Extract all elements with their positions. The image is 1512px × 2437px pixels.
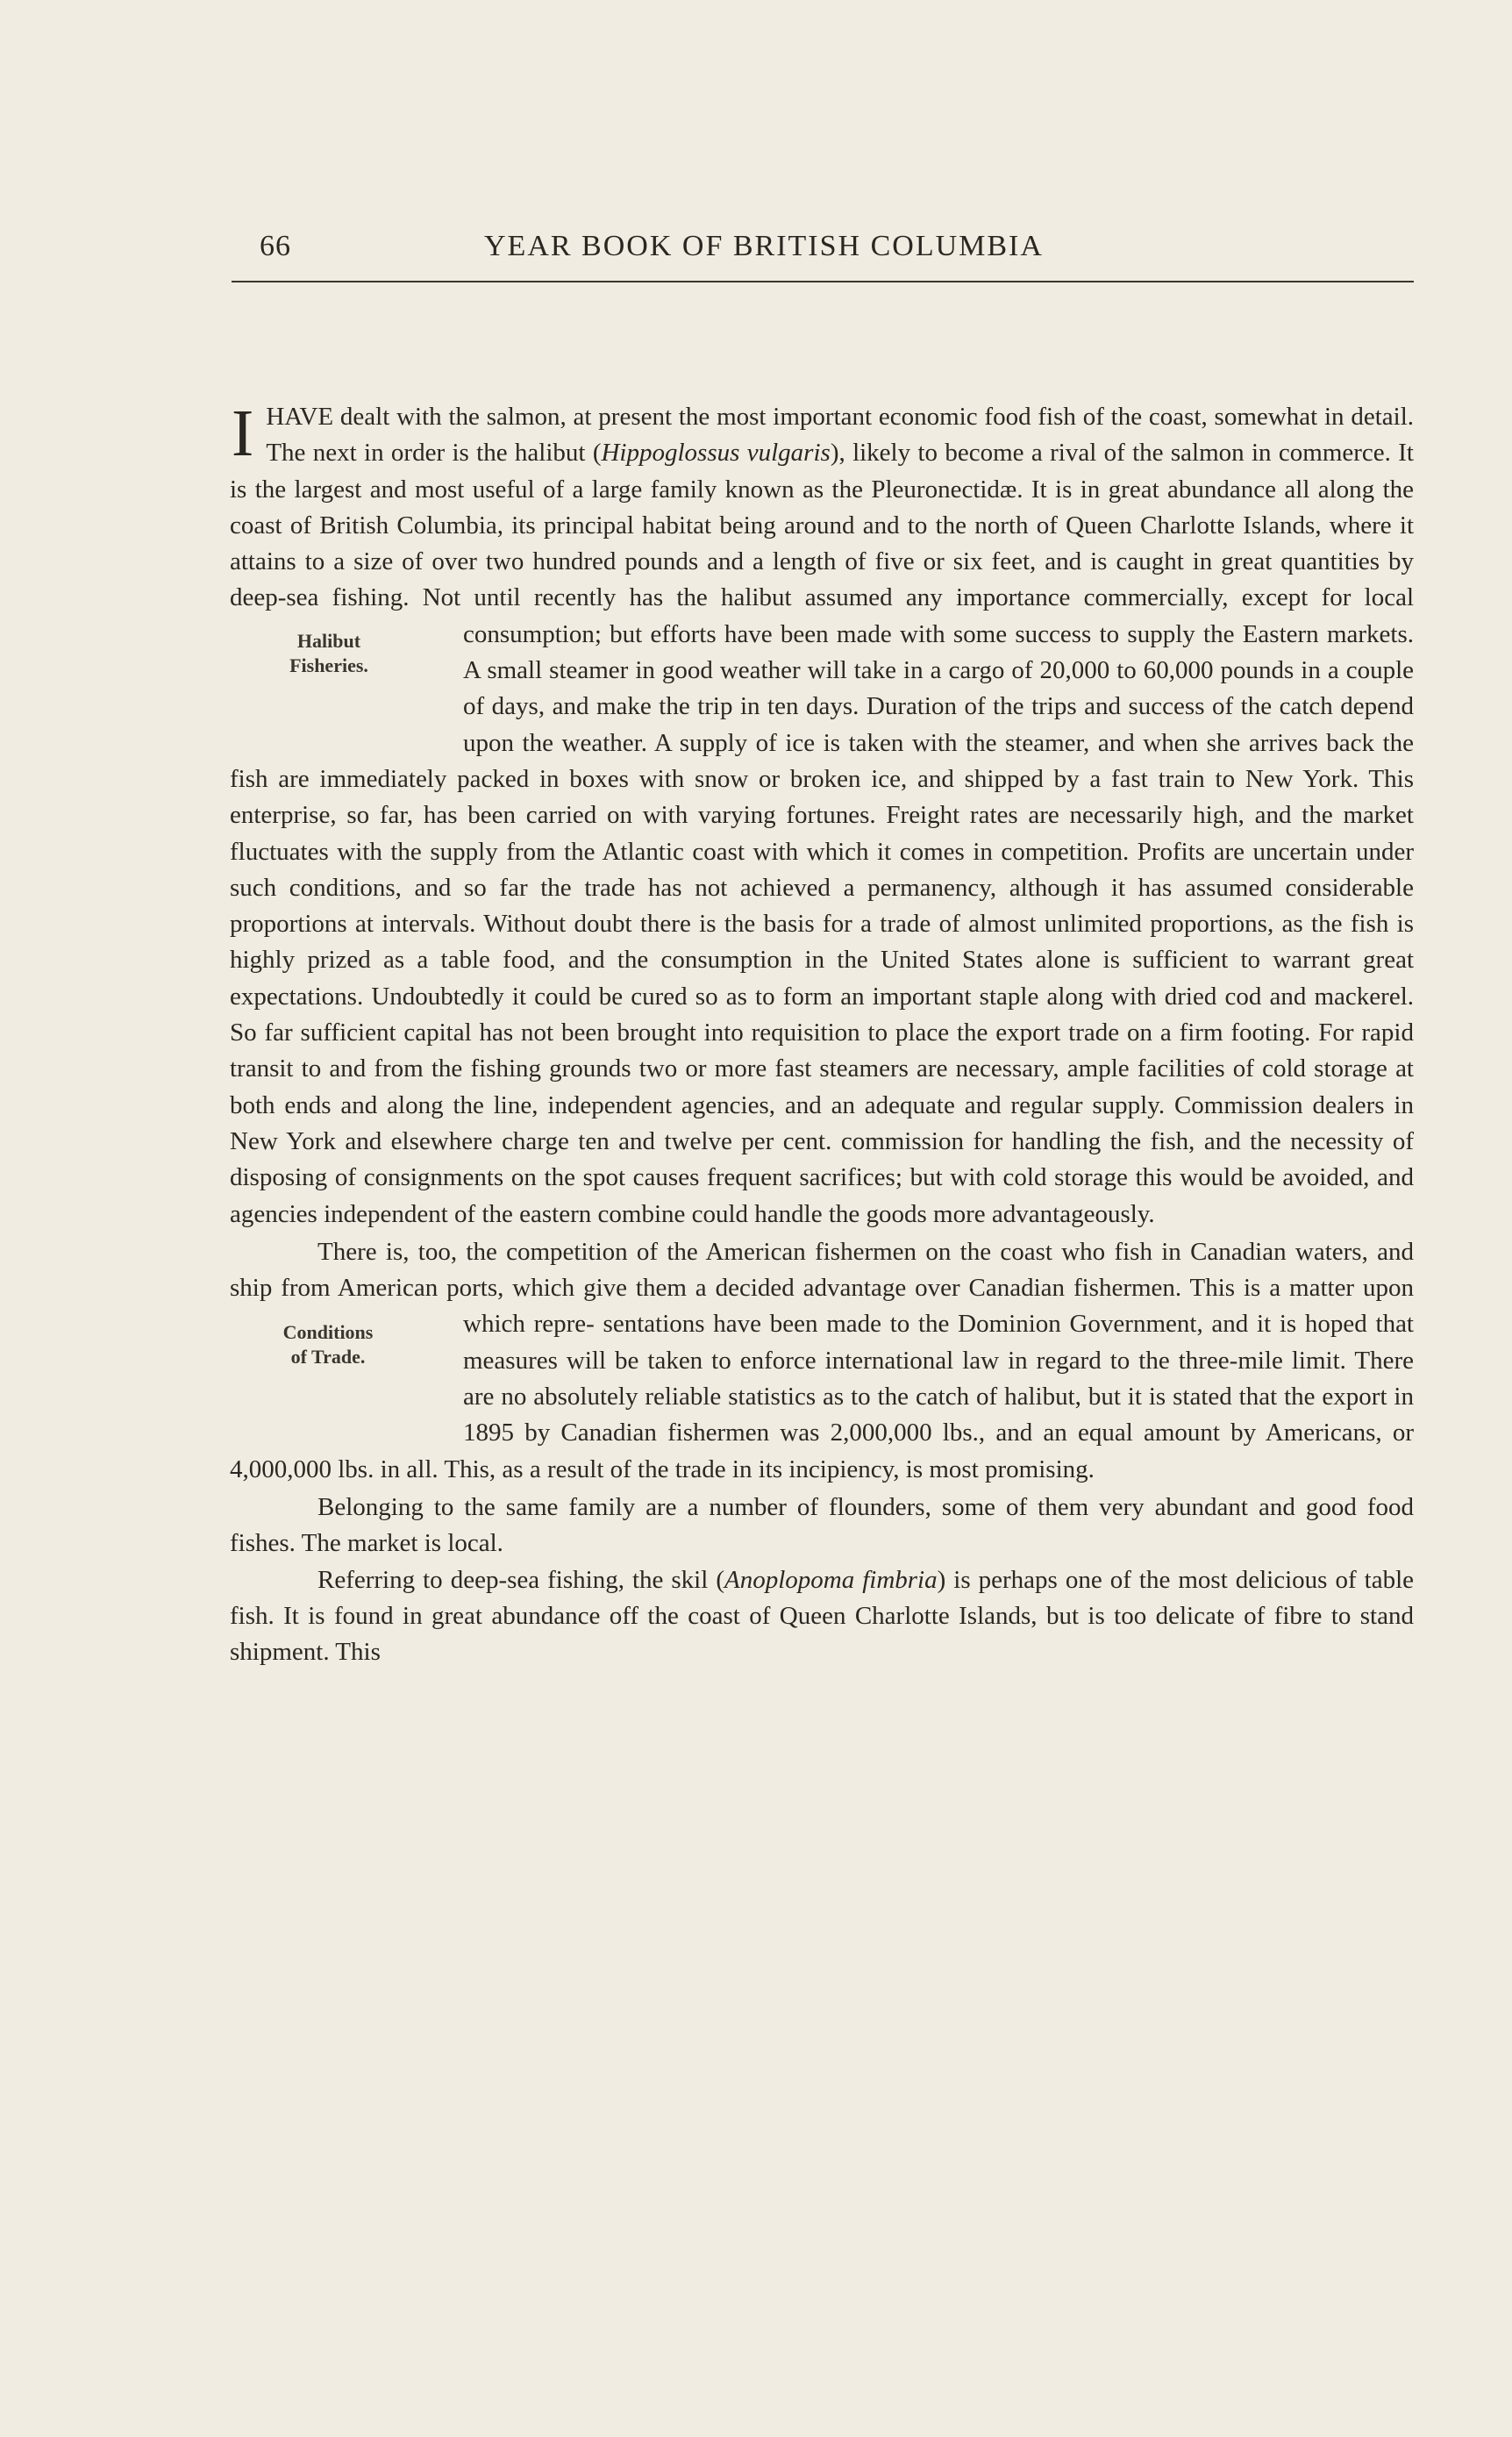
paragraph-skil — [230, 1562, 1414, 1671]
paragraph-text: There is, too, the competition of the American fishermen on the coast who fish in Canadian waters, and ship from American ports, which give them a decided advantage over Canadian fishermen. This is a matter upon which repre- — [230, 1237, 1414, 1339]
sidenote-line: Fisheries. — [289, 654, 368, 676]
sidenote-line: of Trade. — [290, 1346, 366, 1369]
scientific-name: Hippoglossus vulgaris — [601, 439, 831, 468]
sidenote-conditions-of-trade — [267, 1320, 389, 1369]
page-number: 66 — [260, 230, 291, 262]
paragraph-text: sentations have been made to the Dominion Government, and it is hoped that measures will be taken to enforce international law in regard to the three-mile limit. There are no absolutely reliable statistics as to the catch of halibut, but it is stated that the export in 1895 by Canadian fishermen was 2,000,000 lbs., and an equal amount by Americans, or 4,000,000 lbs. in all. This, as a result of the trade in its incipiency, is most promising. — [230, 1310, 1414, 1483]
sidenote-box-halibut — [226, 617, 463, 727]
paragraph-text: ) is perhaps one of the most delicious of table fish. It is found in great abundance off the coast of Queen Charlotte Islands, but is too delicate of fibre to stand shipment. This — [230, 1565, 1414, 1667]
body-text — [230, 399, 1414, 1670]
paragraph-text: Referring to deep-sea fishing, the skil ( — [317, 1565, 724, 1594]
paragraph-text: with some success to supply the Eastern markets. A small steamer in good weather will take in a cargo of 20,000 to 60,000 pounds in a couple of days, and make the trip in ten days. Duration of the trips and success of the catch depend upon the weather. A supply of ice is taken with the steamer, and when she arrives back the fish are immediately packed in boxes with snow or broken ice, and shipped by a fast train to New York. This enterprise, so far, has been carried on with varying fortunes. Freight rates are necessarily high, and the market fluctuates with the supply from the Atlantic coast with which it comes in competition. Profits are uncertain under such conditions, and so far the trade has not achieved a permanency, although it has assumed considerable proportions at intervals. Without doubt there is the basis for a trade of almost unlimited proportions, as the fish is highly prized as a table food, and the consumption in the United States alone is sufficient to warrant great expectations. Undoubtedly it could be cured so as to form an important staple along with dried cod and mackerel. So far sufficient capital has not been brought into requisition to place the export trade on a firm footing. For rapid transit to and from the fishing grounds two or more fast steamers are necessary, ample facilities of cold storage at both ends and along the line, independent agencies, and an adequate and regular supply. Commission dealers in New York and elsewhere charge ten and twelve per cent. commission for handling the fish, and the necessity of disposing of consignments on the spot causes frequent sacrifices; but with cold storage this would be avoided, and agencies independent of the eastern combine could handle the goods more advantageously. — [230, 619, 1414, 1228]
sidenote-halibut-fisheries — [281, 629, 377, 678]
paragraph-text: Belonging to the same family are a number of flounders, some of them very abundant and good food fishes. The market is local. — [230, 1492, 1414, 1558]
scientific-name: Anoplopoma fimbria — [724, 1565, 938, 1594]
paragraph-text: HAVE dealt with the salmon, at present the most important economic food fish of the coast, somewhat in detail. The next in order is the halibut ( — [266, 403, 1414, 468]
paragraph-competition — [230, 1234, 1414, 1488]
paragraph-halibut — [230, 399, 1414, 1233]
page-header — [232, 230, 1414, 281]
running-title: YEAR BOOK OF BRITISH COLUMBIA — [484, 230, 1044, 262]
sidenote-line: Conditions — [282, 1321, 374, 1344]
paragraph-text: ), likely to become a rival of the salmon in commerce. It is the largest and most useful of a large family known as the Pleuronectidæ. It is in great abundance all along the coast of British Columbia, its principal habitat being around and to the north of Queen Charlotte Islands, where it attains to a size of over two hundred pounds and a length of five or six feet, and is caught in great quantities by deep-sea fishing. Not until recently has the halibut assumed any importance commercially, except for local consumption; but efforts have been made — [230, 439, 1414, 648]
drop-cap: I — [232, 397, 254, 470]
sidenote-line: Halibut — [296, 629, 361, 652]
sidenote-box-conditions — [226, 1306, 463, 1417]
header-rule — [232, 281, 1414, 282]
paragraph-flounders — [230, 1490, 1414, 1562]
